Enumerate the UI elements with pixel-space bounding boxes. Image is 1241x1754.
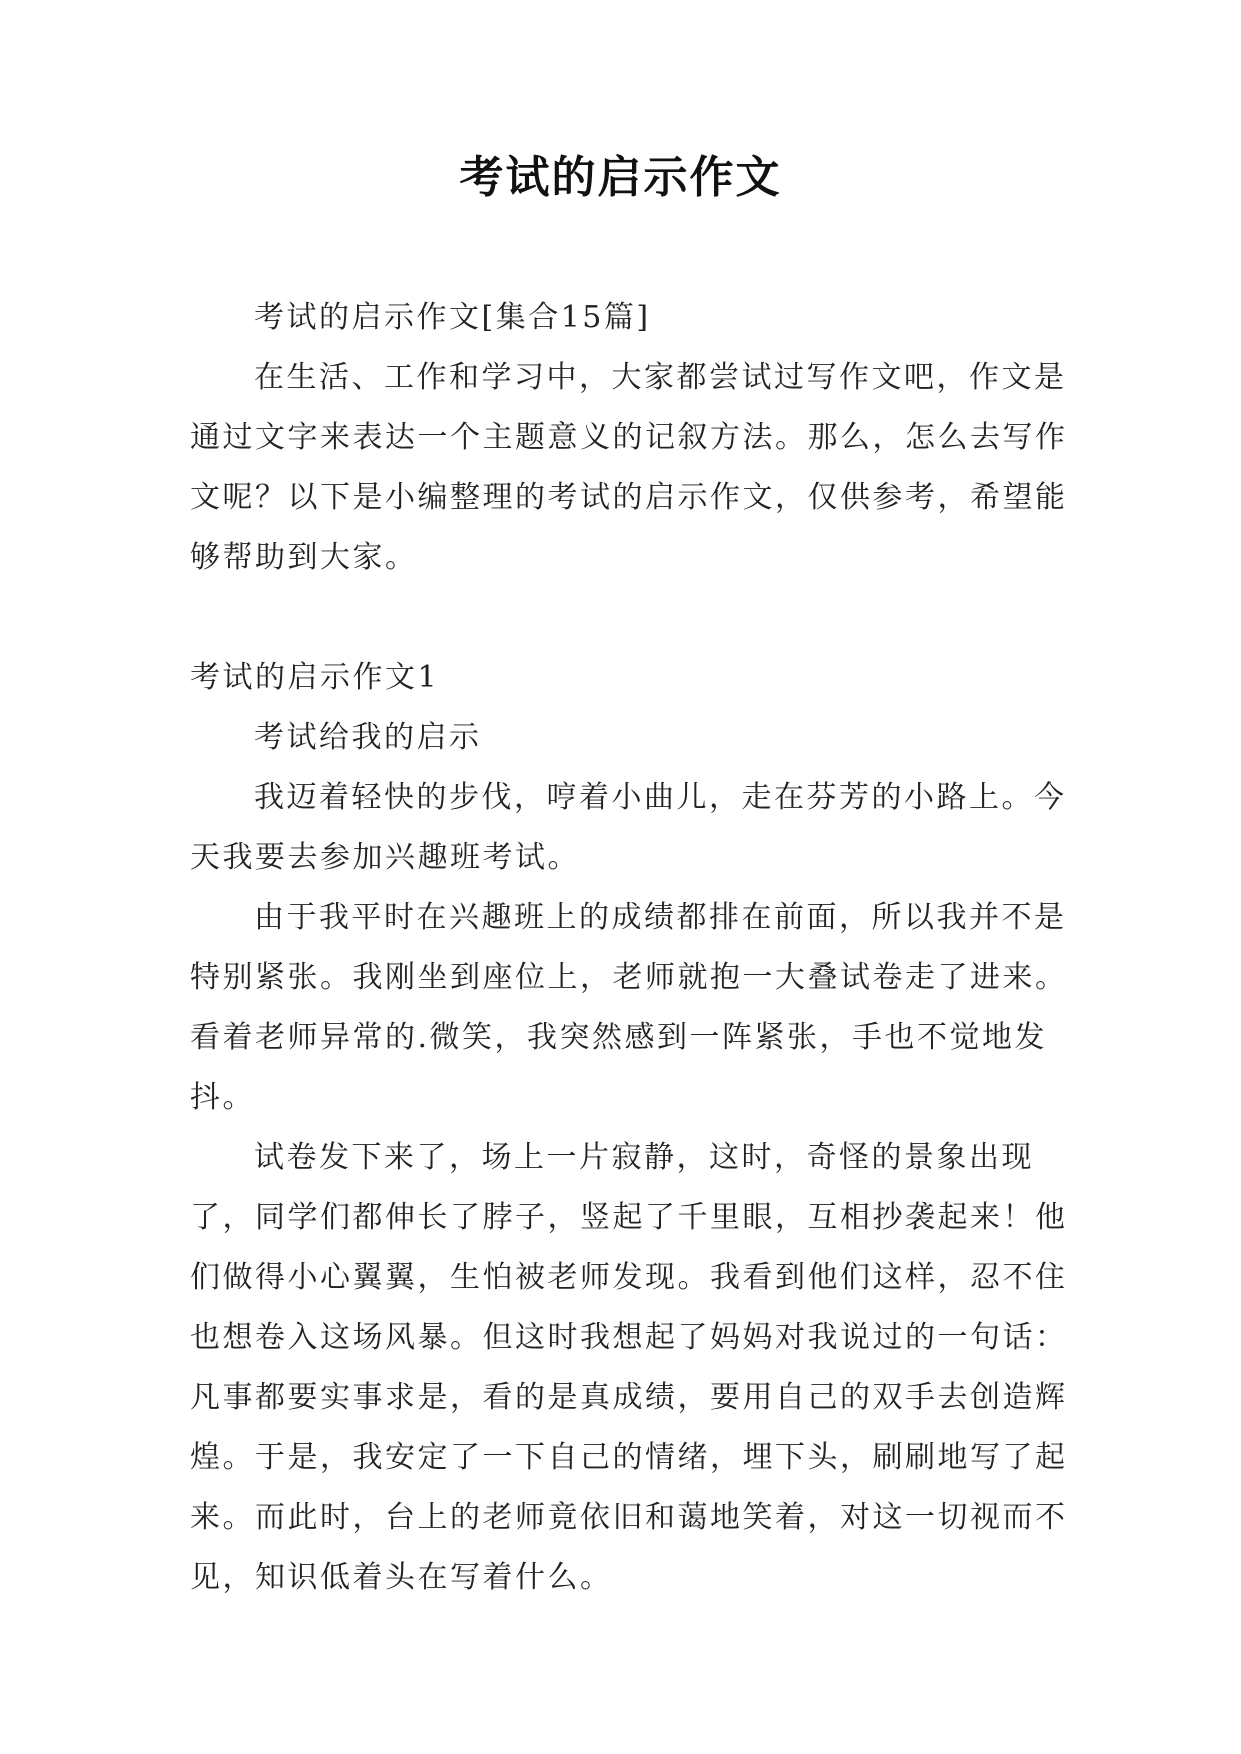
section-spacer: [190, 588, 1070, 648]
body-paragraph: 我迈着轻快的步伐，哼着小曲儿，走在芬芳的小路上。今天我要去参加兴趣班考试。: [190, 780, 1067, 875]
essay-title: 考试给我的启示: [254, 720, 482, 755]
page-title: 考试的启示作文: [459, 152, 782, 203]
intro-paragraph: 在生活、工作和学习中，大家都尝试过写作文吧，作文是通过文字来表达一个主题意义的记叙方法。那么，怎么去写作文呢？以下是小编整理的考试的启示作文，仅供参考，希望能够帮助到大家。: [190, 360, 1068, 575]
body-paragraph: 试卷发下来了，场上一片寂静，这时，奇怪的景象出现了，同学们都伸长了脖子，竖起了千里眼，互相抄袭起来！他们做得小心翼翼，生怕被老师发现。我看到他们这样，忍不住也想卷入这场风暴。但这时我想起了妈妈对我说过的一句话：凡事都要实事求是，看的是真成绩，要用自己的双手去创造辉煌。于是，我安定了一下自己的情绪，埋下头，刷刷地写了起来。而此时，台上的老师竟依旧和蔼地笑着，对这一切视而不见，知识低着头在写着什么。: [190, 1140, 1068, 1595]
document-subtitle: 考试的启示作文[集合15篇]: [254, 300, 651, 335]
body-paragraph: 由于我平时在兴趣班上的成绩都排在前面，所以我并不是特别紧张。我刚坐到座位上，老师就抱一大叠试卷走了进来。看着老师异常的.微笑，我突然感到一阵紧张，手也不觉地发抖。: [190, 900, 1068, 1115]
section-heading: 考试的启示作文1: [190, 660, 440, 695]
document-body: [190, 288, 1070, 1608]
